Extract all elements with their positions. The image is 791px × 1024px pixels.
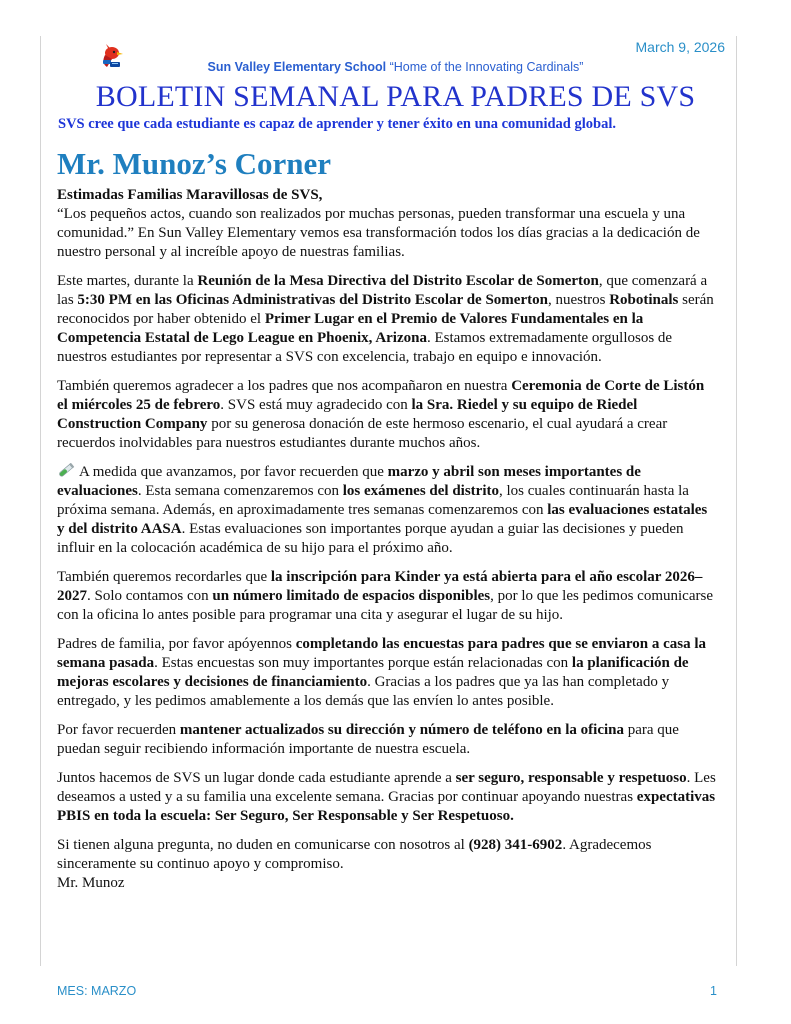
- page-number: 1: [710, 984, 717, 998]
- greeting: Estimadas Familias Maravillosas de SVS,: [57, 187, 323, 203]
- paragraph-assessments: A medida que avanzamos, por favor recuerden que marzo y abril son meses importantes de evaluaciones. Esta semana comenzaremos con los exámenes del distrito, los cuales continuarán hasta la próxima semana. Además, en aproximadamente tres semanas comenzaremos con las evaluaciones estatales y del distrito AASA. Estas evaluaciones son importantes porque ayudan a guiar las decisiones y pueden influir en la colocación académica de su hijo para el próximo año.: [57, 464, 708, 556]
- paragraph-intro: “Los pequeños actos, cuando son realizados por muchas personas, pueden transformar una escuela y una comunidad.” En Sun Valley Elementary vemos esa transformación todos los días gracias a la dedicación de nuestro personal y al increíble apoyo de nuestras familias.: [57, 206, 700, 260]
- school-tagline: “Home of the Innovating Cardinals”: [389, 60, 584, 74]
- newsletter-date: March 9, 2026: [635, 39, 725, 55]
- footer-month: MES: MARZO: [57, 984, 137, 998]
- newsletter-title: BOLETIN SEMANAL PARA PADRES DE SVS: [95, 80, 696, 113]
- paragraph-ribbon-ceremony: También queremos agradecer a los padres que nos acompañaron en nuestra Ceremonia de Corte de Listón el miércoles 25 de febrero. SVS está muy agradecido con la Sra. Riedel y su equipo de Riedel Construction Company por su generosa donación de este hermoso escenario, el cual ayudará a crear recuerdos inolvidables para nuestros estudiantes durante muchos años.: [57, 378, 705, 451]
- test-tube-icon: [57, 463, 75, 477]
- paragraph-contact-update: Por favor recuerden mantener actualizados su dirección y número de teléfono en la oficina para que puedan seguir recibiendo información importante de nuestra escuela.: [57, 722, 679, 757]
- section-title: Mr. Munoz’s Corner: [57, 146, 332, 181]
- paragraph-pbis: Juntos hacemos de SVS un lugar donde cada estudiante aprende a ser seguro, responsable y respetuoso. Les deseamos a usted y a su familia una excelente semana. Gracias por continuar apoyando nuestras expectativas PBIS en toda la escuela: Ser Seguro, Ser Responsable y Ser Respetuoso.: [57, 770, 716, 824]
- paragraph-robotinals: Este martes, durante la Reunión de la Mesa Directiva del Distrito Escolar de Somerton, que comenzará a las 5:30 PM en las Oficinas Administrativas del Distrito Escolar de Somerton, nuestros Robotinals serán reconocidos por haber obtenido el Primer Lugar en el Premio de Valores Fundamentales en la Competencia Estatal de Lego League en Phoenix, Arizona. Estamos extremadamente orgullosos de nuestros estudiantes por representar a SVS con excelencia, trabajo en equipo e innovación.: [57, 273, 714, 365]
- paragraph-parent-surveys: Padres de familia, por favor apóyennos completando las encuestas para padres que se enviaron a casa la semana pasada. Estas encuestas son muy importantes porque están relacionadas con la planificación de mejoras escolares y decisiones de financiamiento. Gracias a los padres que ya las han completado y entregado, y les pedimos amablemente a los demás que las envíen lo antes posible.: [57, 636, 706, 709]
- school-header-line: [0, 60, 791, 74]
- letter-body: [57, 186, 717, 893]
- left-margin-rule: [40, 36, 41, 966]
- school-name: Sun Valley Elementary School: [207, 60, 387, 74]
- right-margin-rule: [736, 36, 737, 966]
- paragraph-kinder-enrollment: También queremos recordarles que la inscripción para Kinder ya está abierta para el año escolar 2026–2027. Solo contamos con un número limitado de espacios disponibles, por lo que les pedimos comunicarse con la oficina lo antes posible para programar una cita y asegurar el lugar de su hijo.: [57, 569, 713, 623]
- paragraph-questions: Si tienen alguna pregunta, no duden en comunicarse con nosotros al (928) 341-6902. Agradecemos sinceramente su continuo apoyo y compromiso.: [57, 837, 652, 872]
- school-motto: SVS cree que cada estudiante es capaz de aprender y tener éxito en una comunidad global.: [58, 116, 616, 132]
- school-phone-number: (928) 341-6902: [468, 837, 563, 853]
- signature: Mr. Munoz: [57, 875, 125, 891]
